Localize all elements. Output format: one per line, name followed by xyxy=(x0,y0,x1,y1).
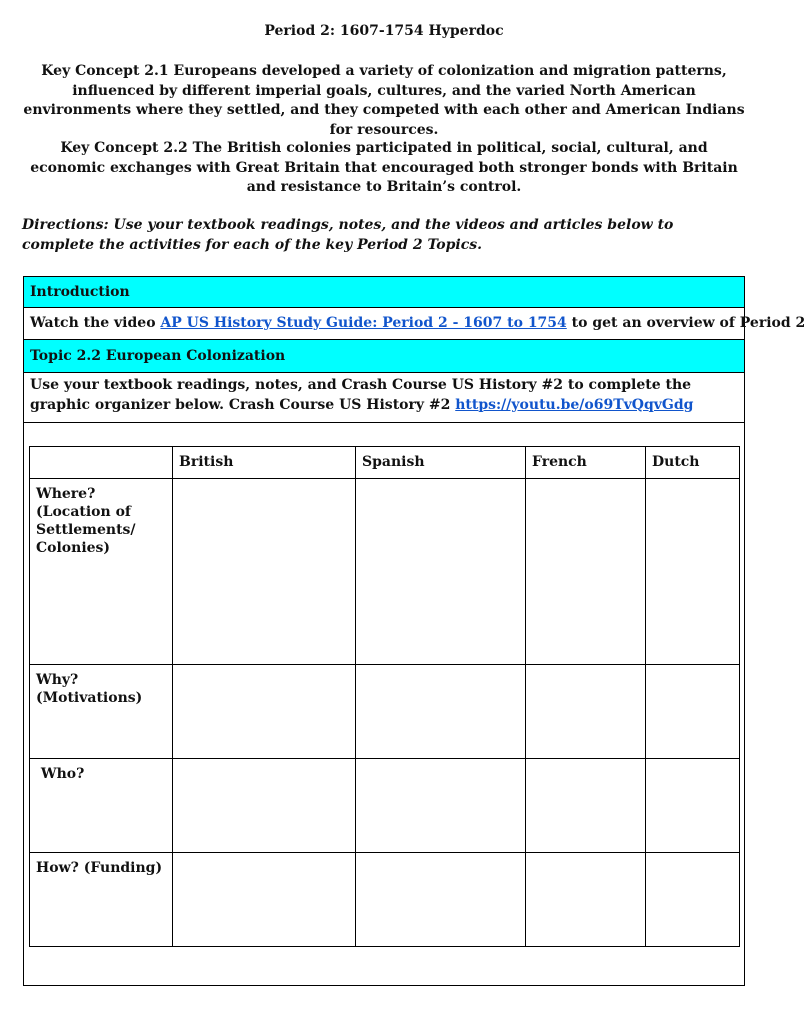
introduction-row xyxy=(24,308,805,340)
cell-why-british[interactable] xyxy=(173,665,356,759)
cell-who-dutch[interactable] xyxy=(646,759,740,853)
column-french: French xyxy=(526,447,646,479)
page-title: Period 2: 1607-1754 Hyperdoc xyxy=(264,23,504,39)
cell-how-french[interactable] xyxy=(526,853,646,947)
cell-how-british[interactable] xyxy=(173,853,356,947)
row-label-who: Who? xyxy=(30,759,173,853)
watch-suffix: to get an overview of Period 2 xyxy=(566,315,805,331)
study-guide-video-link[interactable]: AP US History Study Guide: Period 2 - 1607 to 1754 xyxy=(160,315,567,331)
cell-why-dutch[interactable] xyxy=(646,665,740,759)
table-row xyxy=(30,665,740,759)
column-dutch: Dutch xyxy=(646,447,740,479)
cell-why-french[interactable] xyxy=(526,665,646,759)
row-label-how: How? (Funding) xyxy=(30,853,173,947)
directions-text: Directions: Use your textbook readings, notes, and the videos and articles below to complete the activities for each of the key Period 2 Topics. xyxy=(22,217,674,253)
cell-why-spanish[interactable] xyxy=(356,665,526,759)
cell-where-spanish[interactable] xyxy=(356,479,526,665)
cell-how-dutch[interactable] xyxy=(646,853,740,947)
cell-how-spanish[interactable] xyxy=(356,853,526,947)
key-concept-2-1: Key Concept 2.1 Europeans developed a variety of colonization and migration patterns, influenced by different imperial goals, cultures, and the varied North American environments where they settled, and they competed with each other and American Indians for resources. xyxy=(23,63,745,138)
introduction-heading: Introduction xyxy=(24,277,744,308)
cell-who-british[interactable] xyxy=(173,759,356,853)
key-concept-2-2: Key Concept 2.2 The British colonies participated in political, social, cultural, and economic exchanges with Great Britain that encouraged both stronger bonds with Britain and resistance to Britain’s control. xyxy=(30,140,738,195)
crash-course-link[interactable]: https://youtu.be/o69TvQqvGdg xyxy=(455,396,694,413)
watch-prefix: Watch the video xyxy=(30,315,161,331)
cell-where-dutch[interactable] xyxy=(646,479,740,665)
topic-heading: Topic 2.2 European Colonization xyxy=(24,340,744,373)
cell-where-british[interactable] xyxy=(173,479,356,665)
row-label-where: Where? (Location of Settlements/ Colonies) xyxy=(30,479,173,665)
column-spanish: Spanish xyxy=(356,447,526,479)
table-row xyxy=(30,479,740,665)
cell-who-french[interactable] xyxy=(526,759,646,853)
row-label-why: Why? (Motivations) xyxy=(30,665,173,759)
column-british: British xyxy=(173,447,356,479)
table-row xyxy=(30,759,740,853)
topic-instructions: Use your textbook readings, notes, and Crash Course US History #2 to complete the graphic organizer below. Crash Course US History #2 xyxy=(30,377,692,413)
graphic-organizer xyxy=(29,446,740,947)
topic-instructions-row xyxy=(24,373,744,423)
organizer-header-row xyxy=(30,447,740,479)
cell-who-spanish[interactable] xyxy=(356,759,526,853)
organizer-corner-cell xyxy=(30,447,173,479)
cell-where-french[interactable] xyxy=(526,479,646,665)
table-row xyxy=(30,853,740,947)
